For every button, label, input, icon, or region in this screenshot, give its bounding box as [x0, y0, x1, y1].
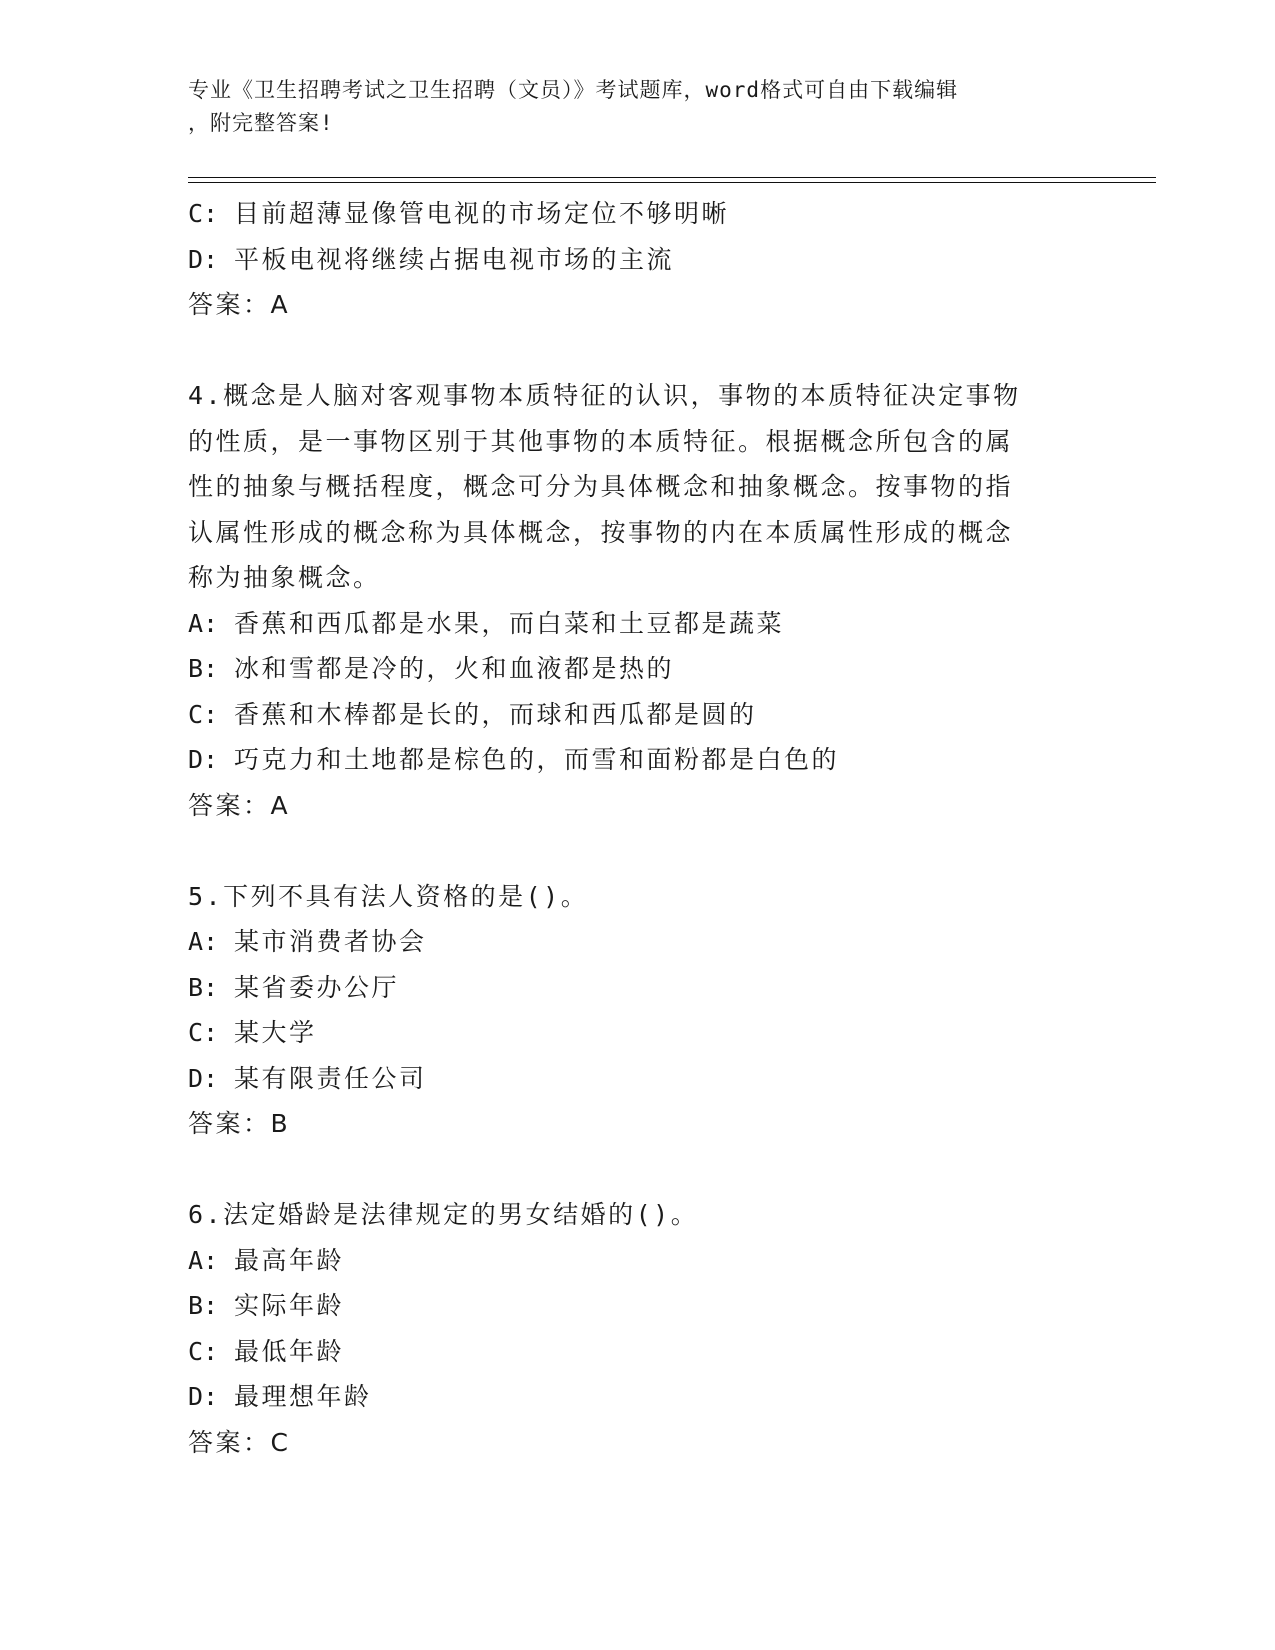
- answer-line: 答案：A: [188, 290, 291, 319]
- question-stem: 5.下列不具有法人资格的是()。: [188, 881, 589, 911]
- question-stem-line: 的性质，是一事物区别于其他事物的本质特征。根据概念所包含的属: [188, 426, 1014, 456]
- option-a: A: 某市消费者协会: [188, 927, 427, 956]
- option-d: D: 平板电视将继续占据电视市场的主流: [188, 244, 675, 274]
- spacer: [188, 328, 1088, 374]
- option-a: A: 香蕉和西瓜都是水果，而白菜和土豆都是蔬菜: [188, 608, 785, 638]
- option-c: C: 香蕉和木棒都是长的，而球和西瓜都是圆的: [188, 699, 757, 729]
- option-c: C: 某大学: [188, 1018, 317, 1047]
- header-divider-top: [188, 177, 1156, 178]
- header-line-2: ，附完整答案!: [188, 111, 334, 135]
- question-stem-line: 4.概念是人脑对客观事物本质特征的认识，事物的本质特征决定事物: [188, 381, 1021, 410]
- document-body: [188, 191, 1088, 1465]
- option-d: D: 最理想年龄: [188, 1382, 372, 1411]
- option-b: B: 实际年龄: [188, 1291, 345, 1320]
- header-divider-bottom: [188, 182, 1156, 183]
- question-stem-line: 认属性形成的概念称为具体概念，按事物的内在本质属性形成的概念: [188, 517, 1014, 547]
- question-stem-line: 性的抽象与概括程度，概念可分为具体概念和抽象概念。按事物的指: [188, 472, 1014, 501]
- option-b: B: 某省委办公厅: [188, 972, 400, 1002]
- document-header: [188, 74, 1068, 140]
- header-line-1: 专业《卫生招聘考试之卫生招聘（文员）》考试题库，word格式可自由下载编辑: [188, 78, 959, 102]
- spacer: [188, 828, 1088, 874]
- answer-line: 答案：C: [188, 1427, 291, 1457]
- question-6: [188, 1192, 1088, 1465]
- answer-line: 答案：A: [188, 790, 291, 820]
- question-stem: 6.法定婚龄是法律规定的男女结婚的()。: [188, 1200, 699, 1229]
- spacer: [188, 1147, 1088, 1193]
- question-4: [188, 373, 1088, 828]
- option-c: C: 目前超薄显像管电视的市场定位不够明晰: [188, 199, 730, 228]
- question-stem-line: 称为抽象概念。: [188, 563, 381, 592]
- answer-line: 答案：B: [188, 1109, 291, 1138]
- option-d: D: 巧克力和土地都是棕色的，而雪和面粉都是白色的: [188, 745, 840, 774]
- option-b: B: 冰和雪都是冷的，火和血液都是热的: [188, 654, 675, 683]
- option-a: A: 最高年龄: [188, 1245, 345, 1275]
- question-3-tail: [188, 191, 1088, 328]
- question-5: [188, 874, 1088, 1147]
- option-c: C: 最低年龄: [188, 1336, 345, 1366]
- option-d: D: 某有限责任公司: [188, 1063, 427, 1093]
